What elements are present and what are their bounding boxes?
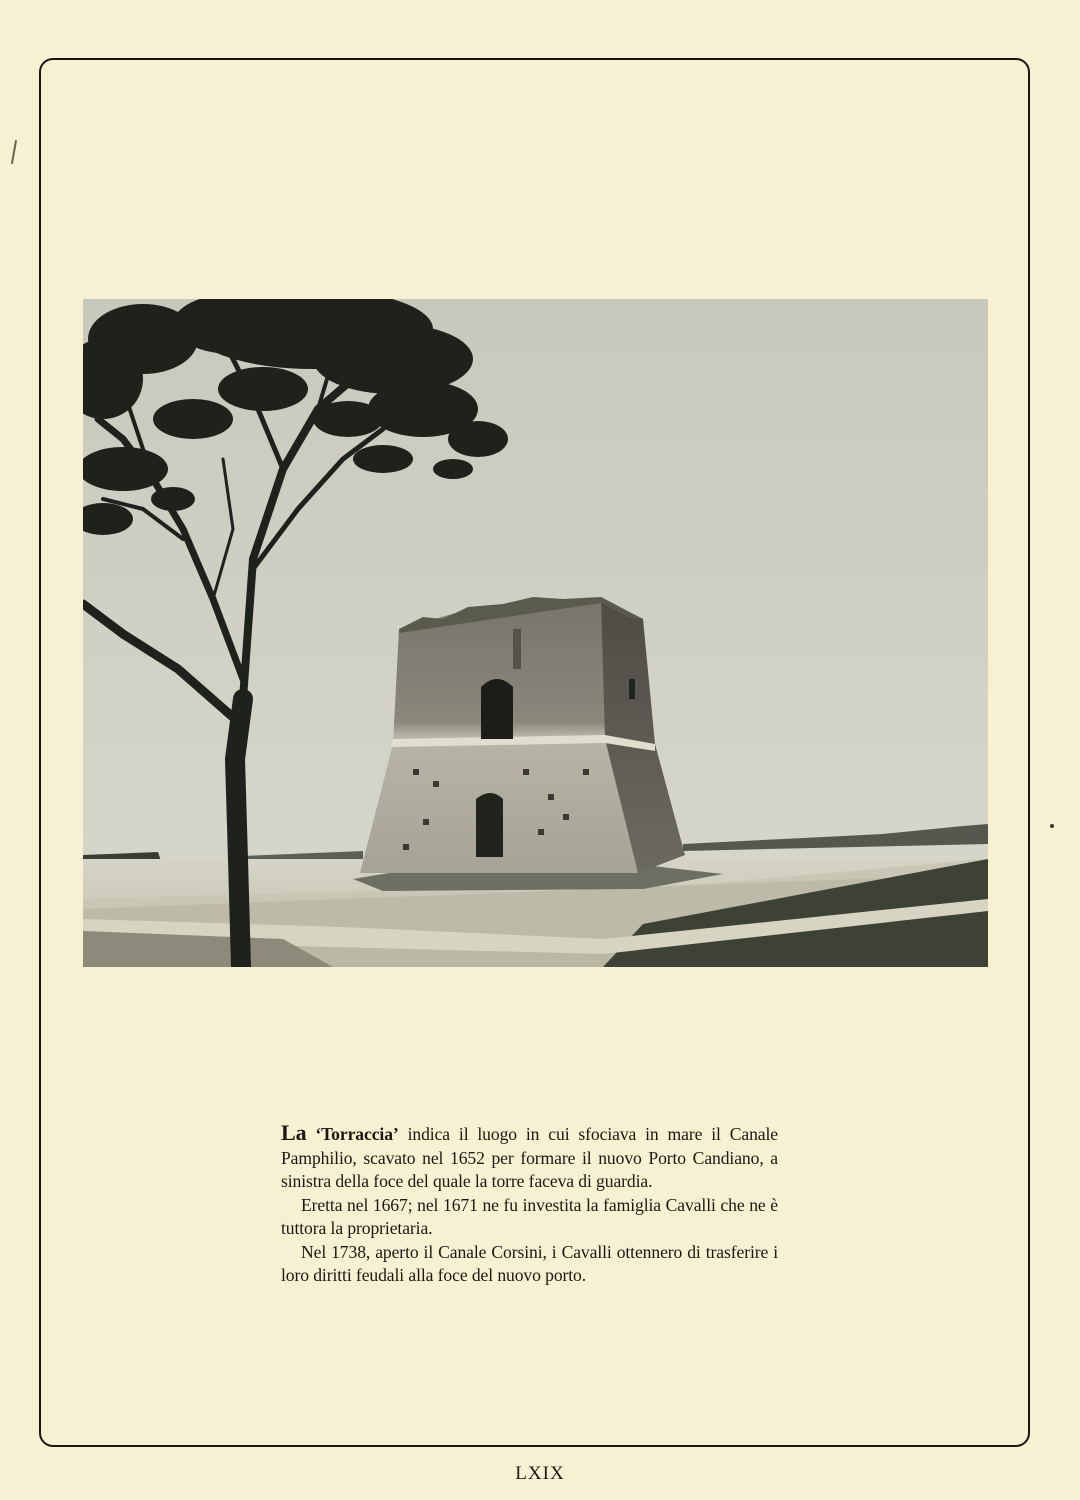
- caption-paragraph-1-text: indica il luogo in cui sfociava in mare il Canale Pamphilio, scavato nel 1652 per formare il nuovo Porto Candiano, a sinistra della foce del quale la torre faceva di guardia.: [281, 1124, 778, 1191]
- tower-upper-window: [481, 679, 513, 739]
- tower-crack: [513, 629, 521, 669]
- tower-photograph: [83, 299, 988, 967]
- photo-caption: [281, 1121, 778, 1288]
- tower-side-slit: [629, 679, 635, 699]
- caption-paragraph-1: [281, 1121, 778, 1194]
- page-number: LXIX: [515, 1463, 565, 1484]
- photo-artwork: [83, 299, 988, 967]
- caption-bold-name: ‘Torraccia’: [315, 1124, 399, 1144]
- caption-lead-letters: La: [281, 1120, 307, 1145]
- tower-doorway: [476, 793, 503, 857]
- paper-scratch-mark: [11, 140, 17, 164]
- paper-speck: [1050, 824, 1054, 828]
- caption-paragraph-3: Nel 1738, aperto il Canale Corsini, i Cavalli ottennero di trasferire i loro diritti feudali alla foce del nuovo porto.: [281, 1241, 778, 1285]
- caption-paragraph-2: Eretta nel 1667; nel 1671 ne fu investita la famiglia Cavalli che ne è tuttora la proprietaria.: [281, 1194, 778, 1238]
